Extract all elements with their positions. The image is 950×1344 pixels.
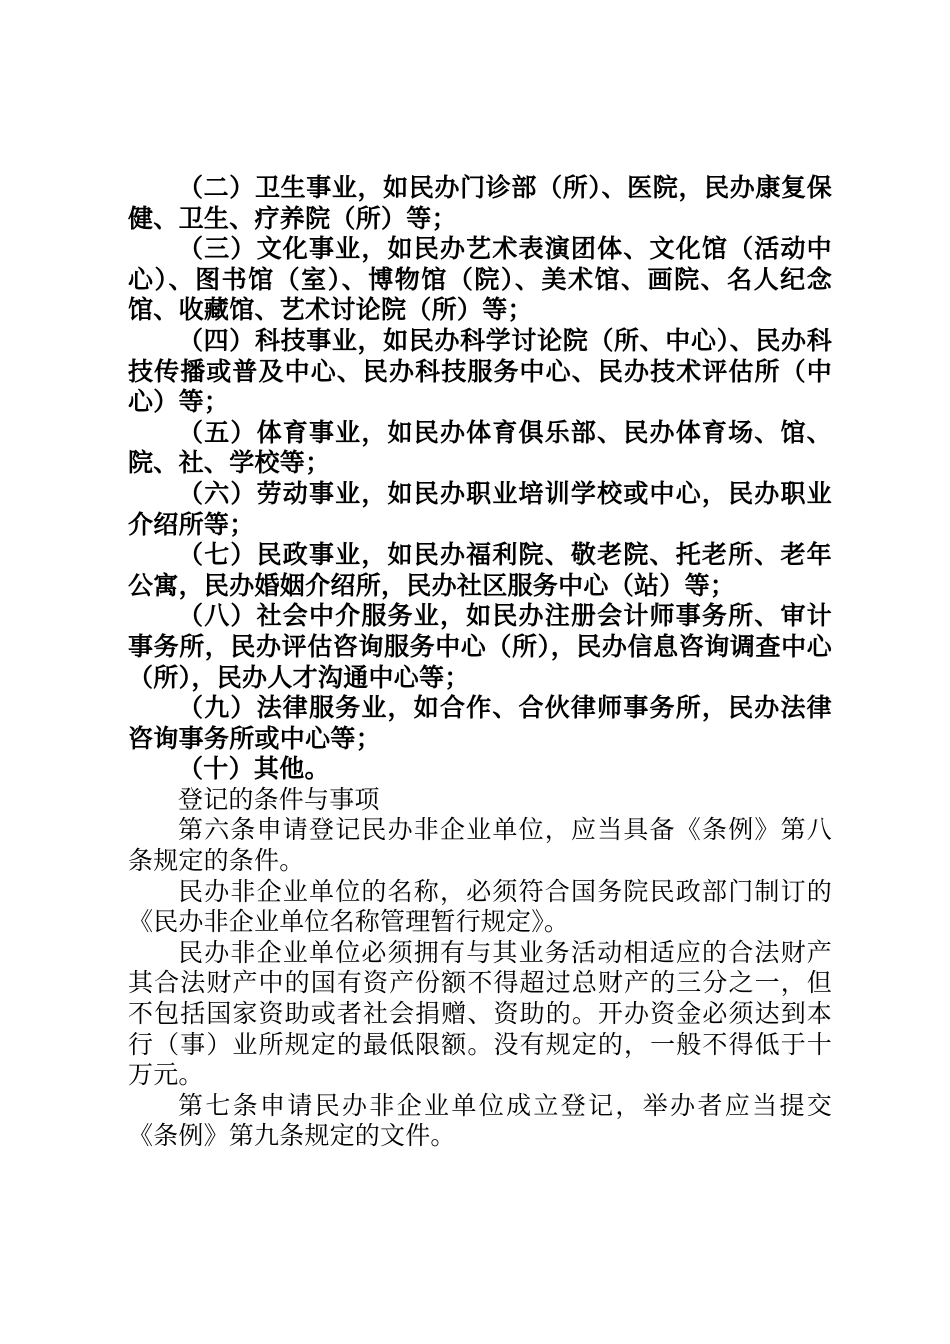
article-six: 第六条申请登记民办非企业单位，应当具备《条例》第八条规定的条件。 xyxy=(128,815,832,876)
paragraph-name-rule: 民办非企业单位的名称，必须符合国务院民政部门制订的《民办非企业单位名称管理暂行规定》。 xyxy=(128,876,832,937)
paragraph-intermediary: （八）社会中介服务业，如民办注册会计师事务所、审计事务所，民办评估咨询服务中心（所），民办信息咨询调查中心（所），民办人才沟通中心等； xyxy=(128,601,832,692)
paragraph-technology: （四）科技事业，如民办科学讨论院（所、中心）、民办科技传播或普及中心、民办科技服务中心、民办技术评估所（中心）等； xyxy=(128,325,832,417)
paragraph-other: （十）其他。 xyxy=(178,754,330,784)
section-heading: 登记的条件与事项 xyxy=(178,784,380,814)
paragraph-labor: （六）劳动事业，如民办职业培训学校或中心，民办职业介绍所等； xyxy=(128,478,832,539)
document-body xyxy=(128,173,832,1152)
paragraph-legal: （九）法律服务业，如合作、合伙律师事务所，民办法律咨询事务所或中心等； xyxy=(128,693,832,753)
article-seven: 第七条申请民办非企业单位成立登记，举办者应当提交《条例》第九条规定的文件。 xyxy=(128,1090,832,1151)
paragraph-health: （二）卫生事业，如民办门诊部（所）、医院，民办康复保健、卫生、疗养院（所）等； xyxy=(128,173,832,233)
paragraph-civil-affairs: （七）民政事业，如民办福利院、敬老院、托老所、老年公寓，民办婚姻介绍所，民办社区服务中心（站）等； xyxy=(128,540,832,600)
paragraph-culture: （三）文化事业，如民办艺术表演团体、文化馆（活动中心）、图书馆（室）、博物馆（院）、美术馆、画院、名人纪念馆、收藏馆、艺术讨论院（所）等； xyxy=(128,234,832,325)
paragraph-sports: （五）体育事业，如民办体育俱乐部、民办体育场、馆、院、社、学校等； xyxy=(128,417,832,478)
paragraph-property-rule: 民办非企业单位必须拥有与其业务活动相适应的合法财产其合法财产中的国有资产份额不得超过总财产的三分之一，但不包括国家资助或者社会捐赠、资助的。开办资金必须达到本行（事）业所规定的最低限额。没有规定的，一般不得低于十万元。 xyxy=(128,937,832,1090)
